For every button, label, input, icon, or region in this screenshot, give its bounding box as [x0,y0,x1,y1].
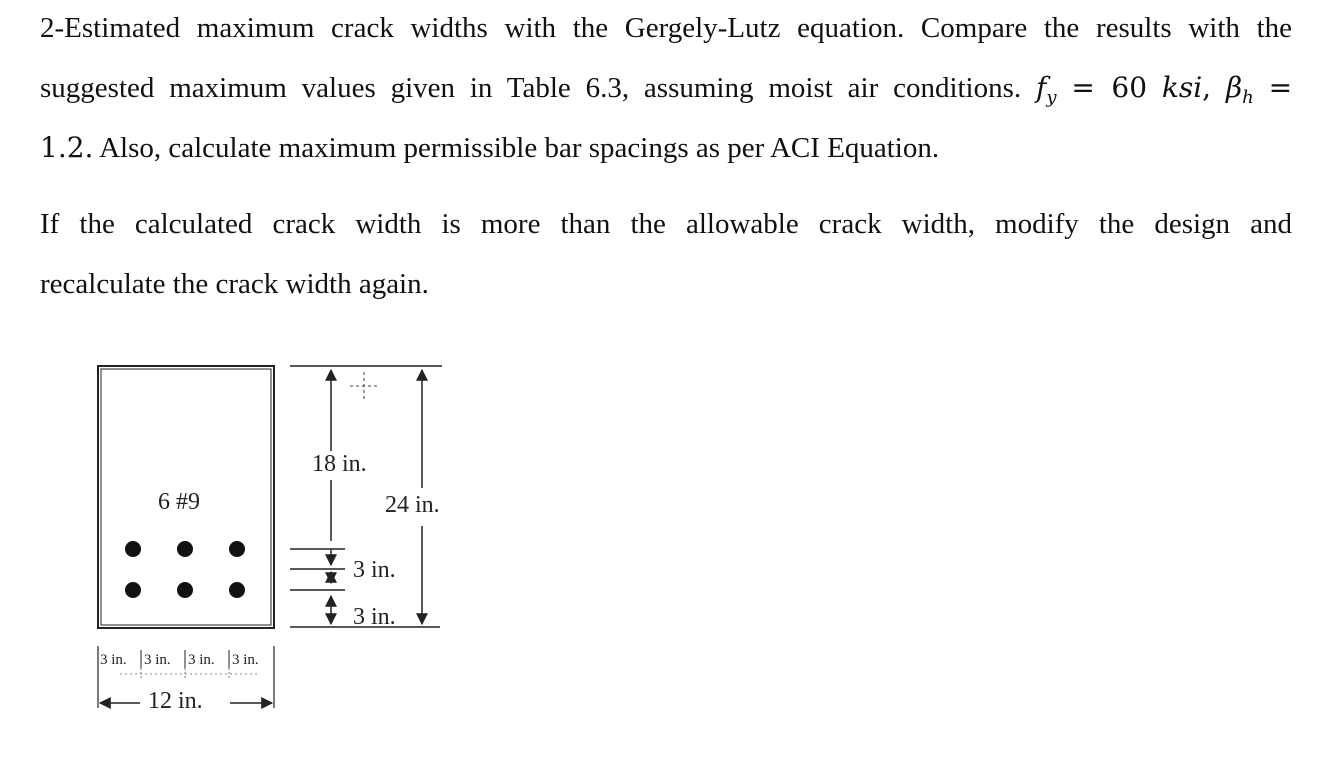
spacing-label-2: 3 in. [144,652,171,668]
problem-line-5: recalculate the crack width again. [40,268,429,300]
line-2-text: suggested maximum values given in Table 6.3, assuming moist air conditions. [40,72,1022,104]
cover-top-label: 3 in. [353,557,396,583]
spacing-label-1: 3 in. [100,652,127,668]
bars-label: 6 #9 [158,489,200,515]
problem-line-1: 2-Estimated maximum crack widths with the Gergely-Lutz equation. Compare the results with the [40,12,1292,44]
fy-equals: = 60 [1071,71,1148,104]
beta-value: 1.2. [40,131,94,164]
reinforcing-bars [125,541,245,598]
fy-unit: ksi [1161,71,1203,104]
fy-subscript: y [1046,87,1057,108]
bar-bottom-left [125,582,141,598]
height-label: 24 in. [385,492,440,518]
bar-bottom-middle [177,582,193,598]
problem-line-3 [40,128,1292,188]
bar-top-right [229,541,245,557]
problem-line-4: If the calculated crack width is more than the allowable crack width, modify the design and [40,208,1292,240]
beta-subscript: h [1242,87,1254,108]
spacing-label-4: 3 in. [232,652,259,668]
bar-bottom-right [229,582,245,598]
spacing-label-3: 3 in. [188,652,215,668]
bar-top-left [125,541,141,557]
depth-label: 18 in. [312,451,367,477]
problem-line-2 [40,68,1292,128]
width-label: 12 in. [148,688,203,714]
cover-bottom-label: 3 in. [353,604,396,630]
math-comma: , [1202,71,1212,104]
line-3-text: Also, calculate maximum permissible bar spacings as per ACI Equation. [99,132,940,164]
fy-symbol: $f_y$ [1036,71,1057,108]
bar-top-middle [177,541,193,557]
beta-equals: = [1268,71,1293,104]
beam-cross-section-figure [90,358,470,728]
beam-section-drawing [90,358,470,728]
problem-statement [40,8,1292,324]
beta-symbol: $\beta_h$ [1225,71,1254,108]
